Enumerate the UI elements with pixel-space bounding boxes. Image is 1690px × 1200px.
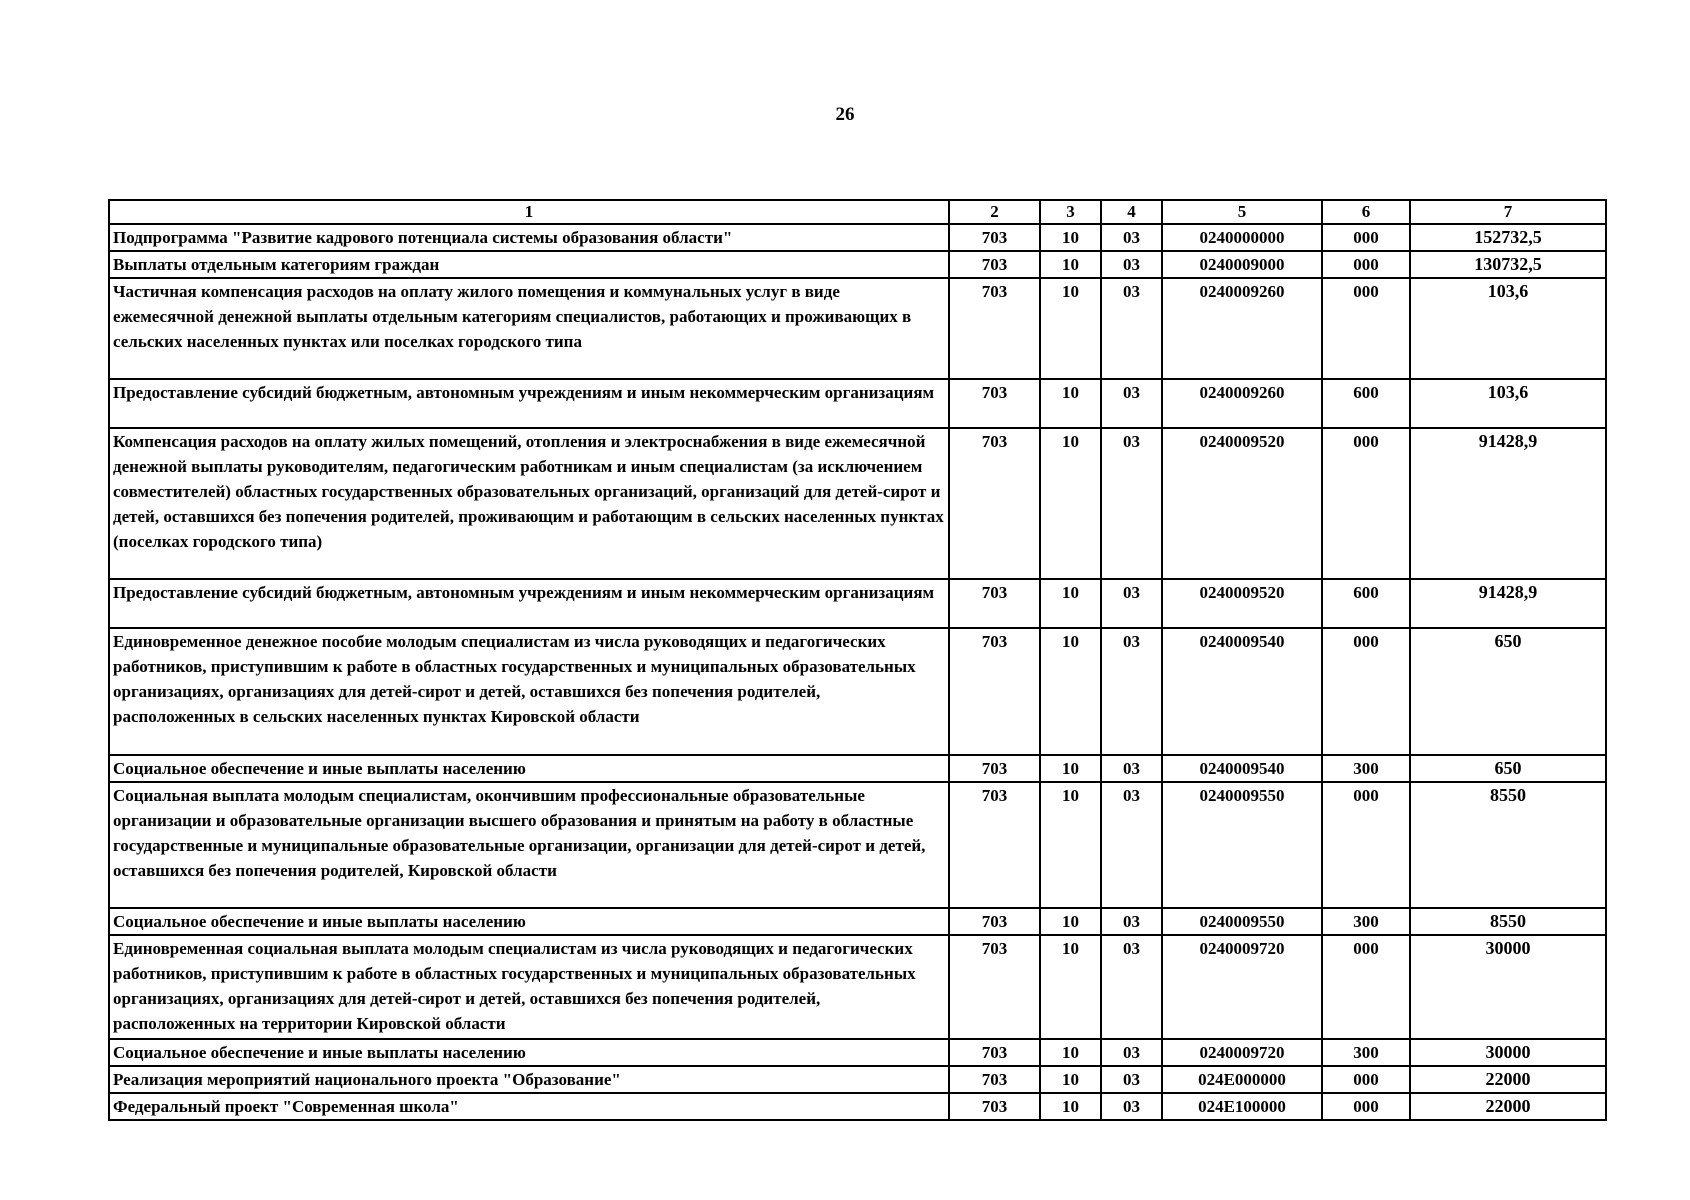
table-row <box>109 628 1606 755</box>
row-c2: 703 <box>949 1066 1040 1093</box>
row-c7: 8550 <box>1410 908 1606 935</box>
header-cell: 5 <box>1162 200 1322 224</box>
table-row <box>109 579 1606 628</box>
row-c2: 703 <box>949 251 1040 278</box>
row-c4: 03 <box>1101 1039 1162 1066</box>
row-c4: 03 <box>1101 782 1162 908</box>
budget-table <box>108 199 1607 1121</box>
row-c5: 0240009260 <box>1162 379 1322 428</box>
row-c3: 10 <box>1040 1093 1101 1120</box>
row-c4: 03 <box>1101 278 1162 379</box>
row-c2: 703 <box>949 1039 1040 1066</box>
row-c6: 000 <box>1322 935 1410 1039</box>
row-c2: 703 <box>949 628 1040 755</box>
table-row <box>109 755 1606 782</box>
row-c6: 000 <box>1322 224 1410 251</box>
row-c3: 10 <box>1040 908 1101 935</box>
row-c4: 03 <box>1101 251 1162 278</box>
table-row <box>109 251 1606 278</box>
row-c7: 8550 <box>1410 782 1606 908</box>
row-c2: 703 <box>949 579 1040 628</box>
row-c3: 10 <box>1040 782 1101 908</box>
table-row <box>109 379 1606 428</box>
row-c6: 300 <box>1322 908 1410 935</box>
row-c3: 10 <box>1040 278 1101 379</box>
header-cell: 4 <box>1101 200 1162 224</box>
header-cell: 1 <box>109 200 949 224</box>
row-name: Компенсация расходов на оплату жилых помещений, отопления и электроснабжения в виде ежемесячной денежной выплаты руководителям, педагогическим работникам и иным специалистам (за исключением совместителей) областных государственных образовательных организаций, организаций для детей-сирот и детей, оставшихся без попечения родителей, проживающим и работающим в сельских населенных пунктах (поселках городского типа) <box>109 428 949 579</box>
row-c2: 703 <box>949 428 1040 579</box>
row-c6: 600 <box>1322 579 1410 628</box>
row-c7: 22000 <box>1410 1093 1606 1120</box>
row-c4: 03 <box>1101 379 1162 428</box>
row-c3: 10 <box>1040 1039 1101 1066</box>
row-name: Предоставление субсидий бюджетным, автономным учреждениям и иным некоммерческим организациям <box>109 579 949 628</box>
row-c6: 000 <box>1322 1066 1410 1093</box>
row-c3: 10 <box>1040 224 1101 251</box>
header-cell: 7 <box>1410 200 1606 224</box>
row-name: Выплаты отдельным категориям граждан <box>109 251 949 278</box>
row-c5: 0240009520 <box>1162 579 1322 628</box>
row-c6: 600 <box>1322 379 1410 428</box>
row-c2: 703 <box>949 379 1040 428</box>
row-c3: 10 <box>1040 579 1101 628</box>
row-c4: 03 <box>1101 908 1162 935</box>
row-c7: 152732,5 <box>1410 224 1606 251</box>
row-c6: 000 <box>1322 251 1410 278</box>
row-name: Социальная выплата молодым специалистам, окончившим профессиональные образовательные организации и образовательные организации высшего образования и принятым на работу в областные государственные и муниципальные образовательные организации, организации для детей-сирот и детей, оставшихся без попечения родителей, Кировской области <box>109 782 949 908</box>
row-c2: 703 <box>949 224 1040 251</box>
table-row <box>109 908 1606 935</box>
row-c6: 000 <box>1322 1093 1410 1120</box>
row-c2: 703 <box>949 278 1040 379</box>
row-c4: 03 <box>1101 755 1162 782</box>
row-c2: 703 <box>949 908 1040 935</box>
row-name: Социальное обеспечение и иные выплаты населению <box>109 755 949 782</box>
row-c7: 650 <box>1410 628 1606 755</box>
row-c5: 0240009540 <box>1162 755 1322 782</box>
header-cell: 6 <box>1322 200 1410 224</box>
row-c2: 703 <box>949 935 1040 1039</box>
row-name: Федеральный проект "Современная школа" <box>109 1093 949 1120</box>
row-c6: 000 <box>1322 428 1410 579</box>
table-row <box>109 1039 1606 1066</box>
row-c3: 10 <box>1040 379 1101 428</box>
row-c3: 10 <box>1040 935 1101 1039</box>
row-c4: 03 <box>1101 428 1162 579</box>
row-c5: 0240009260 <box>1162 278 1322 379</box>
row-c6: 300 <box>1322 755 1410 782</box>
row-c7: 103,6 <box>1410 379 1606 428</box>
row-c5: 0240009550 <box>1162 908 1322 935</box>
row-c7: 30000 <box>1410 1039 1606 1066</box>
header-cell: 3 <box>1040 200 1101 224</box>
row-name: Единовременная социальная выплата молодым специалистам из числа руководящих и педагогических работников, приступившим к работе в областных государственных и муниципальных образовательных организациях, организациях для детей-сирот и детей, оставшихся без попечения родителей, расположенных на территории Кировской области <box>109 935 949 1039</box>
table-row <box>109 278 1606 379</box>
row-c4: 03 <box>1101 1093 1162 1120</box>
table-row <box>109 1093 1606 1120</box>
row-c4: 03 <box>1101 628 1162 755</box>
table-row <box>109 1066 1606 1093</box>
row-c5: 024E100000 <box>1162 1093 1322 1120</box>
table-row <box>109 935 1606 1039</box>
row-c5: 024E000000 <box>1162 1066 1322 1093</box>
row-c5: 0240009520 <box>1162 428 1322 579</box>
row-c4: 03 <box>1101 935 1162 1039</box>
row-name: Единовременное денежное пособие молодым специалистам из числа руководящих и педагогических работников, приступившим к работе в областных государственных и муниципальных образовательных организациях, организациях для детей-сирот и детей, оставшихся без попечения родителей, расположенных в сельских населенных пунктах Кировской области <box>109 628 949 755</box>
row-c4: 03 <box>1101 579 1162 628</box>
row-c3: 10 <box>1040 628 1101 755</box>
row-name: Социальное обеспечение и иные выплаты населению <box>109 1039 949 1066</box>
row-c3: 10 <box>1040 251 1101 278</box>
row-c2: 703 <box>949 1093 1040 1120</box>
row-c7: 650 <box>1410 755 1606 782</box>
row-c2: 703 <box>949 755 1040 782</box>
table-row <box>109 782 1606 908</box>
row-c3: 10 <box>1040 1066 1101 1093</box>
row-c3: 10 <box>1040 755 1101 782</box>
row-c5: 0240009550 <box>1162 782 1322 908</box>
row-name: Подпрограмма "Развитие кадрового потенциала системы образования области" <box>109 224 949 251</box>
row-c7: 30000 <box>1410 935 1606 1039</box>
header-cell: 2 <box>949 200 1040 224</box>
row-c5: 0240009000 <box>1162 251 1322 278</box>
row-name: Социальное обеспечение и иные выплаты населению <box>109 908 949 935</box>
row-c6: 000 <box>1322 782 1410 908</box>
row-c5: 0240009720 <box>1162 935 1322 1039</box>
row-name: Реализация мероприятий национального проекта "Образование" <box>109 1066 949 1093</box>
row-c7: 130732,5 <box>1410 251 1606 278</box>
row-c4: 03 <box>1101 224 1162 251</box>
row-c7: 103,6 <box>1410 278 1606 379</box>
row-c7: 22000 <box>1410 1066 1606 1093</box>
row-c6: 300 <box>1322 1039 1410 1066</box>
table-row <box>109 224 1606 251</box>
page-number: 26 <box>835 104 855 125</box>
row-c4: 03 <box>1101 1066 1162 1093</box>
row-c5: 0240009540 <box>1162 628 1322 755</box>
table-row <box>109 428 1606 579</box>
row-c6: 000 <box>1322 278 1410 379</box>
row-name: Частичная компенсация расходов на оплату жилого помещения и коммунальных услуг в виде ежемесячной денежной выплаты отдельным категориям специалистов, работающих и проживающих в сельских населенных пунктах или поселках городского типа <box>109 278 949 379</box>
row-c5: 0240009720 <box>1162 1039 1322 1066</box>
row-c7: 91428,9 <box>1410 579 1606 628</box>
row-c3: 10 <box>1040 428 1101 579</box>
row-c2: 703 <box>949 782 1040 908</box>
row-name: Предоставление субсидий бюджетным, автономным учреждениям и иным некоммерческим организациям <box>109 379 949 428</box>
row-c5: 0240000000 <box>1162 224 1322 251</box>
row-c6: 000 <box>1322 628 1410 755</box>
header-row <box>109 200 1606 224</box>
row-c7: 91428,9 <box>1410 428 1606 579</box>
